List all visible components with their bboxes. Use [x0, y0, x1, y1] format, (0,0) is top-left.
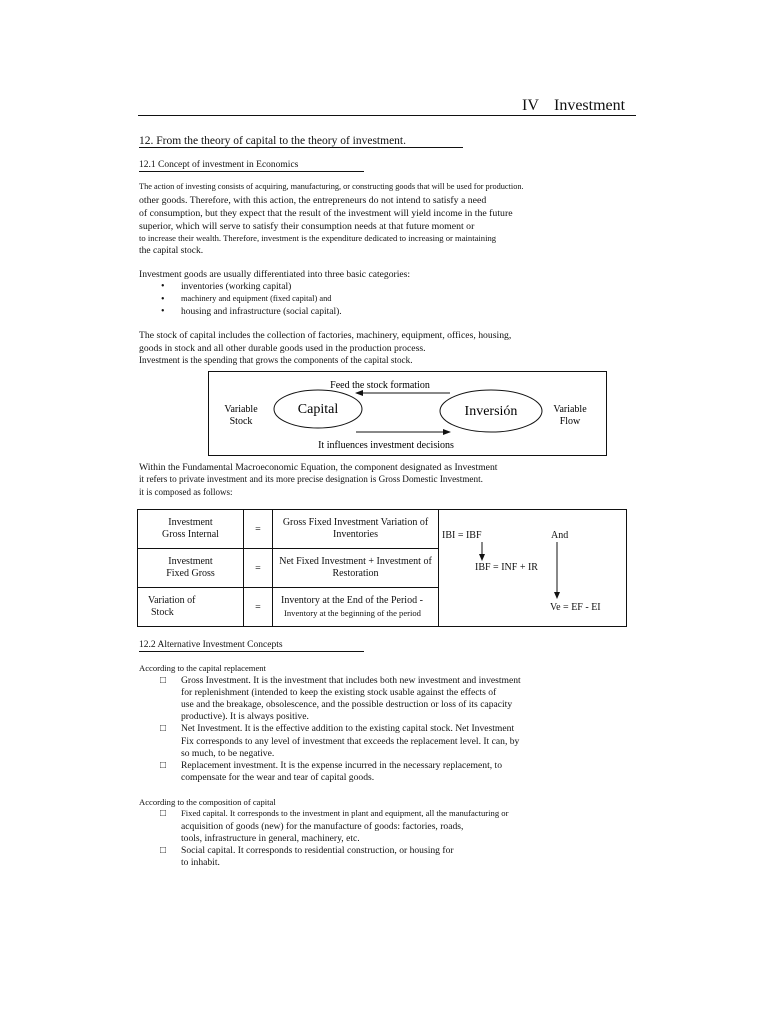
bullet-marker-3: • [161, 306, 165, 317]
para4-line3: it is composed as follows: [139, 487, 233, 497]
replacement-investment-line2: compensate for the wear and tear of capital goods. [181, 772, 375, 783]
table-cell-left [138, 510, 244, 549]
subheading-capital-composition: According to the composition of capital [139, 797, 276, 807]
para1-line4: superior, which will serve to satisfy their consumption needs at that future moment or [139, 221, 475, 232]
social-capital-line1: Social capital. It corresponds to residential construction, or housing for [181, 845, 454, 856]
list1-marker-2: □ [160, 723, 167, 734]
variable-stock-label-2: Stock [229, 416, 253, 427]
row3-mid-2: Inventory at the beginning of the period [284, 608, 421, 618]
investment-equation-table [137, 509, 627, 627]
list2-marker-1: □ [160, 808, 167, 819]
row1-left-1: Investment [168, 517, 213, 528]
bullet-item-2: machinery and equipment (fixed capital) and [181, 294, 332, 303]
formula-ve: Ve = EF - EI [550, 602, 601, 613]
fixed-capital-line1: Fixed capital. It corresponds to the investment in plant and equipment, all the manufacturing or [181, 808, 509, 818]
gross-investment-line4: productive). It is always positive. [181, 711, 309, 722]
gross-investment-line2: for replenishment (intended to keep the existing stock usable against the effects of [181, 687, 497, 698]
table-row [138, 510, 627, 549]
row2-mid-2: Restoration [332, 568, 379, 579]
list1-marker-3: □ [160, 760, 167, 771]
table-cell-mid [273, 549, 439, 588]
row3-left-2: Stock [151, 607, 174, 618]
row2-left-2: Fixed Gross [166, 568, 215, 579]
bullet-item-3: housing and infrastructure (social capital). [181, 307, 342, 317]
row1-mid-1: Gross Fixed Investment Variation of [282, 517, 429, 528]
bullet-marker-1: • [161, 281, 165, 292]
row3-left-1: Variation of [148, 595, 196, 606]
table-cell-mid [273, 510, 439, 549]
net-investment-line2: Fix corresponds to any level of investment that exceeds the replacement level. It can, by [181, 736, 520, 747]
net-investment-line1: Net Investment. It is the effective addition to the existing capital stock. Net Investment [181, 723, 515, 734]
list2-marker-2: □ [160, 845, 167, 856]
para1-line5: to increase their wealth. Therefore, investment is the expenditure dedicated to increasing or maintaining [139, 233, 497, 243]
para1-line2: other goods. Therefore, with this action, the entrepreneurs do not intend to satisfy a need [139, 195, 487, 206]
row2-left-1: Investment [168, 556, 213, 567]
row1-left-2: Gross Internal [162, 529, 219, 540]
formula-ibf: IBF = INF + IR [475, 562, 538, 573]
formula-ibi: IBI = IBF [442, 530, 482, 541]
bullet-item-1: inventories (working capital) [181, 282, 292, 292]
para1-line3: of consumption, but they expect that the result of the investment will yield income in the future [139, 208, 513, 219]
table-cell-left [138, 549, 244, 588]
diagram-top-label: Feed the stock formation [330, 380, 430, 391]
para1-line6: the capital stock. [139, 246, 204, 256]
variable-flow-label-2: Flow [559, 416, 581, 427]
row1-mid-2: Inventories [333, 529, 378, 540]
capital-label: Capital [297, 402, 339, 417]
inversion-label: Inversión [464, 404, 518, 419]
section-122-title: 12.2 Alternative Investment Concepts [139, 640, 283, 650]
section-12-title: 12. From the theory of capital to the theory of investment. [139, 135, 406, 147]
capital-investment-diagram [208, 371, 608, 457]
bullet-marker-2: • [161, 294, 165, 305]
diagram-bottom-label: It influences investment decisions [318, 440, 454, 451]
table-cell-left [138, 588, 244, 627]
para2-intro: Investment goods are usually differentiated into three basic categories: [139, 269, 411, 280]
chapter-number: IV [522, 97, 539, 114]
gross-investment-line3: use and the breakage, obsolescence, and the possible destruction or loss of its capacity [181, 699, 513, 710]
section-121-underline [139, 171, 364, 172]
para3-line1: The stock of capital includes the collection of factories, machinery, equipment, offices, housing, [139, 330, 512, 341]
para4-line2: it refers to private investment and its more precise designation is Gross Domestic Investment. [139, 474, 483, 484]
section-121-title: 12.1 Concept of investment in Economics [139, 160, 299, 170]
subheading-capital-replacement: According to the capital replacement [139, 663, 266, 673]
section-122-underline [139, 651, 364, 652]
list1-marker-1: □ [160, 675, 167, 686]
formula-cell [439, 510, 627, 627]
header-rule [138, 115, 636, 116]
para3-line3: Investment is the spending that grows the components of the capital stock. [139, 355, 413, 365]
fixed-capital-line2: acquisition of goods (new) for the manufacture of goods: factories, roads, [181, 821, 464, 832]
gross-investment-line1: Gross Investment. It is the investment that includes both new investment and investment [181, 675, 521, 686]
row3-mid-1: Inventory at the End of the Period - [281, 595, 423, 606]
variable-flow-label-1: Variable [553, 404, 587, 415]
para3-line2: goods in stock and all other durable goods used in the production process. [139, 343, 426, 354]
formula-arrows [439, 510, 627, 627]
para1-line1: The action of investing consists of acquiring, manufacturing, or constructing goods that will be used for production. [139, 182, 524, 191]
fixed-capital-line3: tools, infrastructure in general, machinery, etc. [181, 833, 360, 844]
formula-and: And [551, 530, 569, 541]
table-cell-mid [273, 588, 439, 627]
variable-stock-label-1: Variable [224, 404, 258, 415]
para4-line1: Within the Fundamental Macroeconomic Equation, the component designated as Investment [139, 462, 498, 473]
section-12-underline [139, 147, 463, 148]
table-cell-eq: = [244, 549, 273, 588]
social-capital-line2: to inhabit. [181, 857, 220, 868]
replacement-investment-line1: Replacement investment. It is the expense incurred in the necessary replacement, to [181, 760, 503, 771]
chapter-title: Investment [554, 97, 626, 114]
table-cell-eq: = [244, 588, 273, 627]
net-investment-line3: so much, to be negative. [181, 748, 275, 759]
table-cell-eq: = [244, 510, 273, 549]
row2-mid-1: Net Fixed Investment + Investment of [279, 556, 432, 567]
